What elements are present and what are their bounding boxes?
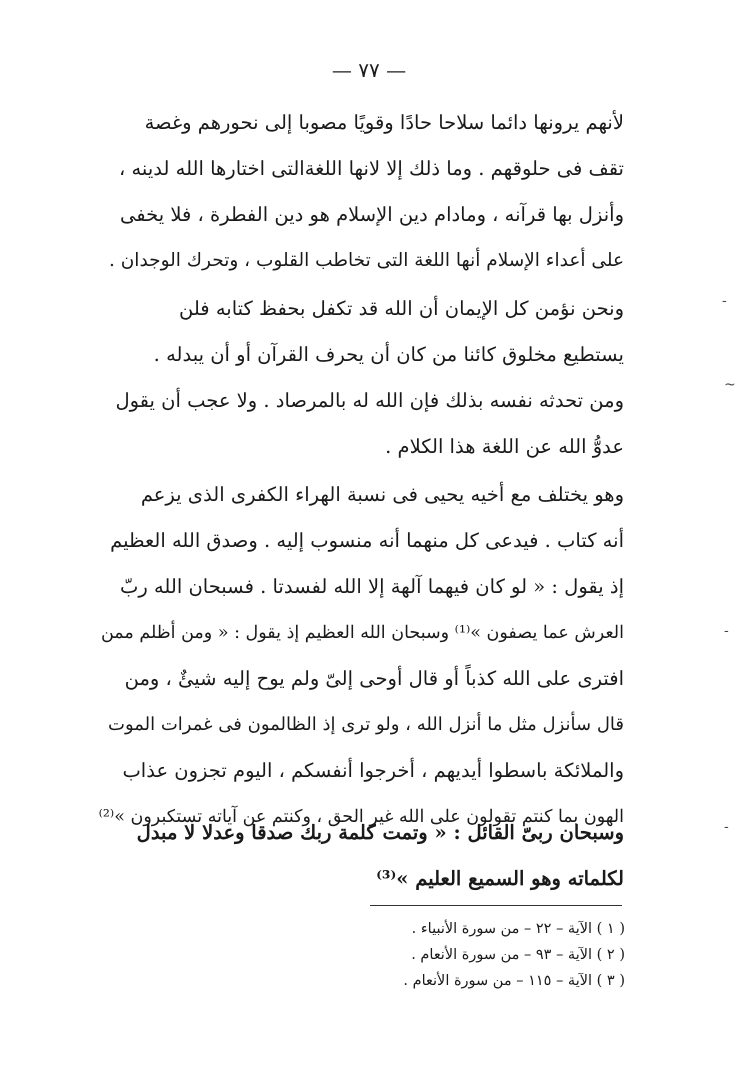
footnotes	[330, 916, 625, 994]
text-line: وأنزل بها قرآنه ، ومادام دين الإسلام هو دين الفطرة ، فلا يخفى	[119, 203, 624, 226]
footnote: ( ٢ ) الآية – ٩٣ – من سورة الأنعام .	[411, 947, 625, 963]
text-line: يستطيع مخلوق كائنا من كان أن يحرف القرآن أو أن يبدله .	[153, 343, 624, 366]
footnote-divider	[370, 905, 622, 906]
text-line: العرش عما يصفون »⁽¹⁾ وسبحان الله العظيم إذ يقول : « ومن أظلم ممن	[100, 623, 624, 643]
text-line: ومن تحدثه نفسه بذلك فإن الله له بالمرصاد . ولا عجب أن يقول	[115, 389, 624, 412]
footnote: ( ١ ) الآية – ٢٢ – من سورة الأنبياء .	[411, 921, 625, 937]
text-line: أنه كتاب . فيدعى كل منهما أنه منسوب إليه . وصدق الله العظيم	[110, 529, 624, 552]
text-line: والملائكة باسطوا أيديهم ، أخرجوا أنفسكم ، اليوم تجزون عذاب	[122, 759, 624, 782]
paragraph-3	[100, 472, 624, 840]
footnote: ( ٣ ) الآية – ١١٥ – من سورة الأنعام .	[403, 973, 625, 989]
text-line: افترى على الله كذباً أو قال أوحى إلىّ ولم يوح إليه شيئٌ ، ومن	[124, 667, 624, 690]
text-line: قال سأنزل مثل ما أنزل الله ، ولو ترى إذ الظالمون فى غمرات الموت	[108, 714, 624, 735]
text-line: وهو يختلف مع أخيه يحيى فى نسبة الهراء الكفرى الذى يزعم	[140, 483, 624, 506]
text-line: تقف فى حلوقهم . وما ذلك إلا لانها اللغةالتى اختارها الله لدينه ،	[118, 157, 624, 180]
paragraph-4	[100, 810, 624, 902]
text-line: عدوُّ الله عن اللغة هذا الكلام .	[385, 435, 624, 458]
margin-mark: ~	[724, 377, 736, 393]
paragraph-1	[100, 100, 624, 284]
margin-mark: -	[724, 623, 729, 639]
paragraph-2	[100, 286, 624, 470]
text-line: الهون بما كنتم تقولون على الله غير الحق ، وكنتم عن آياته تستكبرون »⁽²⁾	[98, 807, 624, 827]
text-line: على أعداء الإسلام أنها اللغة التى تخاطب القلوب ، وتحرك الوجدان .	[108, 250, 624, 271]
page-number: — ٧٧ —	[331, 58, 407, 82]
text-line: إذ يقول : « لو كان فيهما آلهة إلا الله لفسدتا . فسبحان الله ربّ	[120, 575, 624, 598]
text-line: وسبحان ربىّ القائل : « وتمت كلمة ربك صدقا وعدلا لا مبدل	[136, 821, 624, 844]
text-line: لكلماته وهو السميع العليم »⁽³⁾	[376, 867, 624, 890]
margin-mark: -	[724, 819, 729, 835]
text-line: ونحن نؤمن كل الإيمان أن الله قد تكفل بحفظ كتابه فلن	[179, 297, 624, 320]
text-line: لأنهم يرونها دائما سلاحا حادًا وقويًا مصوبا إلى نحورهم وغصة	[144, 111, 624, 134]
margin-mark: -	[722, 293, 727, 309]
